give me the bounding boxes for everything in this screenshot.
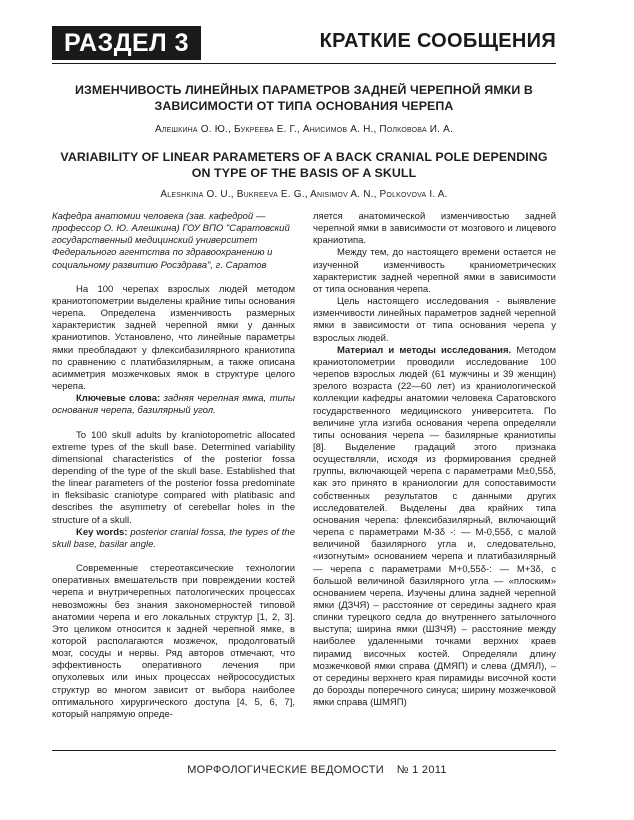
section-title: КРАТКИЕ СООБЩЕНИЯ — [319, 30, 556, 52]
keywords-ru-label: Ключевые слова: — [76, 393, 161, 405]
column-right — [313, 211, 556, 709]
methods-label: Материал и методы исследования. — [337, 344, 512, 356]
title-ru: ИЗМЕНЧИВОСТЬ ЛИНЕЙНЫХ ПАРАМЕТРОВ ЗАДНЕЙ ЧЕРЕПНОЙ ЯМКИ В ЗАВИСИМОСТИ ОТ ТИПА ОСНОВАНИЯ ЧЕРЕПА — [75, 83, 533, 113]
journal-issue: № 1 2011 — [396, 764, 447, 776]
page-header — [0, 0, 634, 64]
keywords-en-label: Key words: — [76, 526, 128, 538]
section-label: РАЗДЕЛ 3 — [52, 26, 201, 60]
abstract-en: To 100 skull adults by kraniotopometric allocated extreme types of the skull base. Determined variability dimensional characteristics of the posterior fossa depending of the type of the skull base. Established that the linear parameters of the posterior fossa predominate in fleksibasic craniotype compared with platibasic and describes the asymmetry of cerebellar holes in the structure of a skull. — [52, 429, 295, 526]
paragraph-2: Между тем, до настоящего времени остается не изученной изменчивость краниометрических характеристик задней черепной ямки в зависимости от типа основания черепа. — [313, 247, 556, 295]
keywords-en-text: posterior cranial fossa, the types of the skull base, basilar angle. — [52, 526, 295, 550]
keywords-ru-text: задняя черепная ямка, типы основания черепа, базилярный угол. — [52, 393, 296, 417]
journal-name: МОРФОЛОГИЧЕСКИЕ ВЕДОМОСТИ — [187, 764, 384, 776]
keywords-ru — [52, 393, 295, 417]
page-footer — [0, 764, 634, 776]
abstract-ru: На 100 черепах взрослых людей методом краниотопометрии выделены крайние типы основания черепа. Определена изменчивость размерных характеристик задней черепной ямки у данных краниотипов. Установлено, что линейные параметры ямки преобладают у флексибазилярного краниотипа по сравнению с платибазилярным, а также описана асимметрия мозжечковых ямок в структуре целого черепа. — [52, 283, 295, 393]
header-rule — [52, 63, 556, 64]
column-left — [52, 211, 295, 721]
keywords-en — [52, 527, 295, 551]
authors-en: Aleshkina O. U., Bukreeva E. G., Anisimov A. N., Polkovova I. A. — [160, 189, 448, 200]
methods-text: Методом краниотопометрии проводили исследование 100 черепов взрослых людей (61 мужчины и 39 женщин) зрелого возраста (22—60 лет) из краниологической коллекции кафедры анатомии человека Саратовского государственного медицинского университета. По величине угла изгиба основания черепа определяли типы основания черепа — базилярные краниотипы [8]. Выделение градаций этого признака осуществляли, исходя из формирования средней группы, включающей черепа с параметрами M±0,55δ, как это принято в краниологии для сопоставимости собственных результатов с данными других исследователей. Выделены два крайних типа основания черепа: флексибазилярный, включающий черепа с параметрами M-3δ -: — M-0,55δ, с малой величиной базилярного угла и, следовательно, «изогнутым» основанием черепа и платибазилярный — черепа с параметрами M+0,55δ-: — M+3δ, с большой величиной базилярного угла — «плоским» основанием черепа. Изучены длина задней черепной ямки (ДЗЧЯ) – расстояние от середины заднего края спинки турецкого седла до внутреннего затылочного выступа; ширина ямки (ШЗЧЯ) – расстояние между наиболее удаленными точками верхних краев пирамид височных костей. Определяли длину мозжечковой ямки справа (ДМЯП) и слева (ДМЯЛ), – от середины верхнего края пирамиды височной кости до борозды поперечного синуса; ширину мозжечковой ямки справа (ШМЯП) — [313, 344, 556, 709]
title-en: VARIABILITY OF LINEAR PARAMETERS OF A BACK CRANIAL POLE DEPENDING ON TYPE OF THE BASIS OF A SKULL — [60, 150, 548, 180]
methods-paragraph — [313, 345, 556, 710]
affiliation: Кафедра анатомии человека (зав. кафедрой — профессор О. Ю. Алешкина) ГОУ ВПО "Саратовский государственный медицинский университет Федерального агентства по здравоохранению и социальному развитию Росздрава", г. Саратов — [52, 211, 290, 271]
footer-rule — [52, 750, 556, 751]
paragraph-1: ляется анатомической изменчивостью задней черепной ямки в зависимости от мозгового и лицевого краниотипа. — [313, 211, 556, 247]
intro-paragraph: Современные стереотаксические технологии оперативных вмешательств при повреждении костей черепа и внутричерепных патологических процессах невозможны без знания закономерностей типовой анатомии черепа и его локальных структур [1, 2, 3]. Это целиком относится к задней черепной ямке, в которой располагаются мозжечок, продолговатый мозг, сосуды и нервы. Ряд авторов отмечают, что эффективность оперативного лечения при опухолевых или иных процессах нейрососудистых структур во многом зависит от выбора наиболее оптимального хирургического доступа [4, 5, 6, 7], который напрямую опреде- — [52, 563, 295, 720]
authors-ru: Алешкина О. Ю., Букреева Е. Г., Анисимов А. Н., Полковова И. А. — [155, 124, 453, 135]
paragraph-3: Цель настоящего исследования - выявление изменчивости линейных параметров задней черепной ямки в зависимости от типа основания черепа у взрослых людей. — [313, 296, 556, 344]
